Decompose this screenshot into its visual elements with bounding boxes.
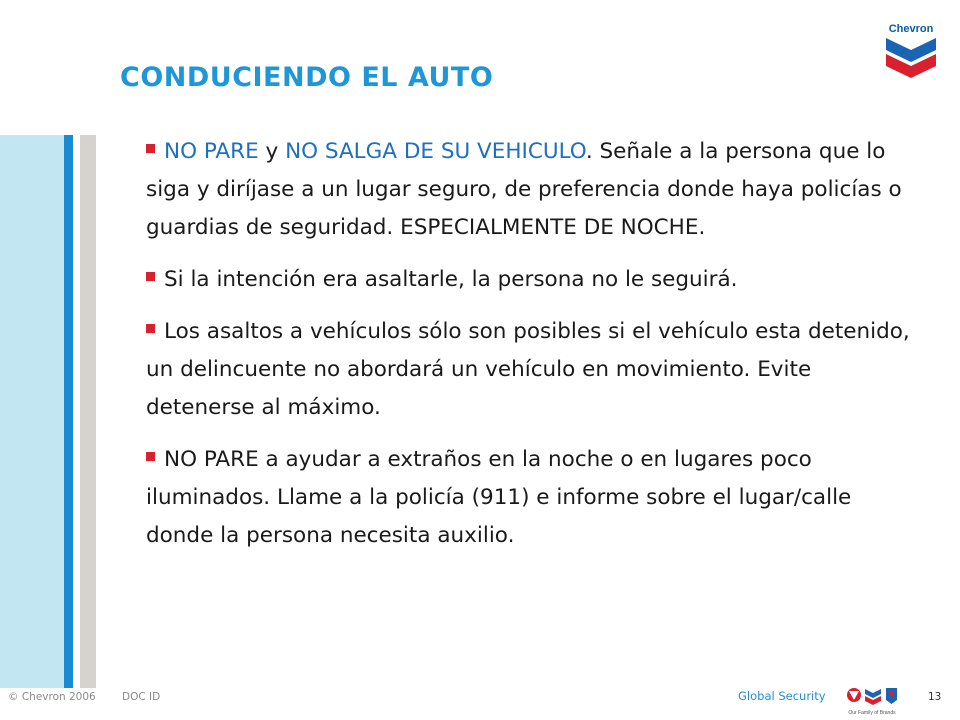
bullet-list xyxy=(146,133,916,569)
decor-band-light xyxy=(0,135,64,688)
bullet-3-text: Los asaltos a vehículos sólo son posibles si el vehículo esta detenido, un delincuente no abordará un vehículo en movimiento. Evite detenerse al máximo. xyxy=(146,319,910,420)
bullet-item-4 xyxy=(146,441,916,555)
bullet-item-3 xyxy=(146,313,916,427)
footer-doc-id: DOC ID xyxy=(122,691,161,703)
bullet-1-text-2: . Señale a la persona que lo siga y diríjase a un lugar seguro, de preferencia donde haya policías o guardias de seguridad. ESPECIALMENTE DE NOCHE. xyxy=(146,139,902,240)
brands-caption: Our Family of Brands xyxy=(848,710,896,716)
bullet-4-text: NO PARE a ayudar a extraños en la noche o en lugares poco iluminados. Llame a la policía (911) e informe sobre el lugar/calle donde la persona necesita auxilio. xyxy=(146,447,852,548)
bullet-item-1 xyxy=(146,133,916,247)
chevron-logo xyxy=(882,20,940,82)
bullet-item-2 xyxy=(146,261,916,299)
bullet-marker-icon xyxy=(146,272,155,281)
family-of-brands-icon xyxy=(846,686,898,716)
bullet-marker-icon xyxy=(146,324,155,333)
bullet-1-highlight-2: NO SALGA DE SU VEHICULO xyxy=(285,139,586,164)
bullet-2-text: Si la intención era asaltarle, la persona no le seguirá. xyxy=(164,267,738,292)
footer-copyright: © Chevron 2006 xyxy=(8,691,96,703)
decor-band-blue xyxy=(64,135,73,688)
logo-text: Chevron xyxy=(888,23,934,35)
page-number: 13 xyxy=(928,691,942,703)
bullet-marker-icon xyxy=(146,452,155,461)
bullet-marker-icon xyxy=(146,144,155,153)
decor-band-gray xyxy=(80,135,96,688)
slide-title: CONDUCIENDO EL AUTO xyxy=(120,62,494,93)
footer-section: Global Security xyxy=(738,689,826,703)
bullet-1-highlight-1: NO PARE xyxy=(164,139,259,164)
bullet-1-text-1: y xyxy=(258,139,286,164)
